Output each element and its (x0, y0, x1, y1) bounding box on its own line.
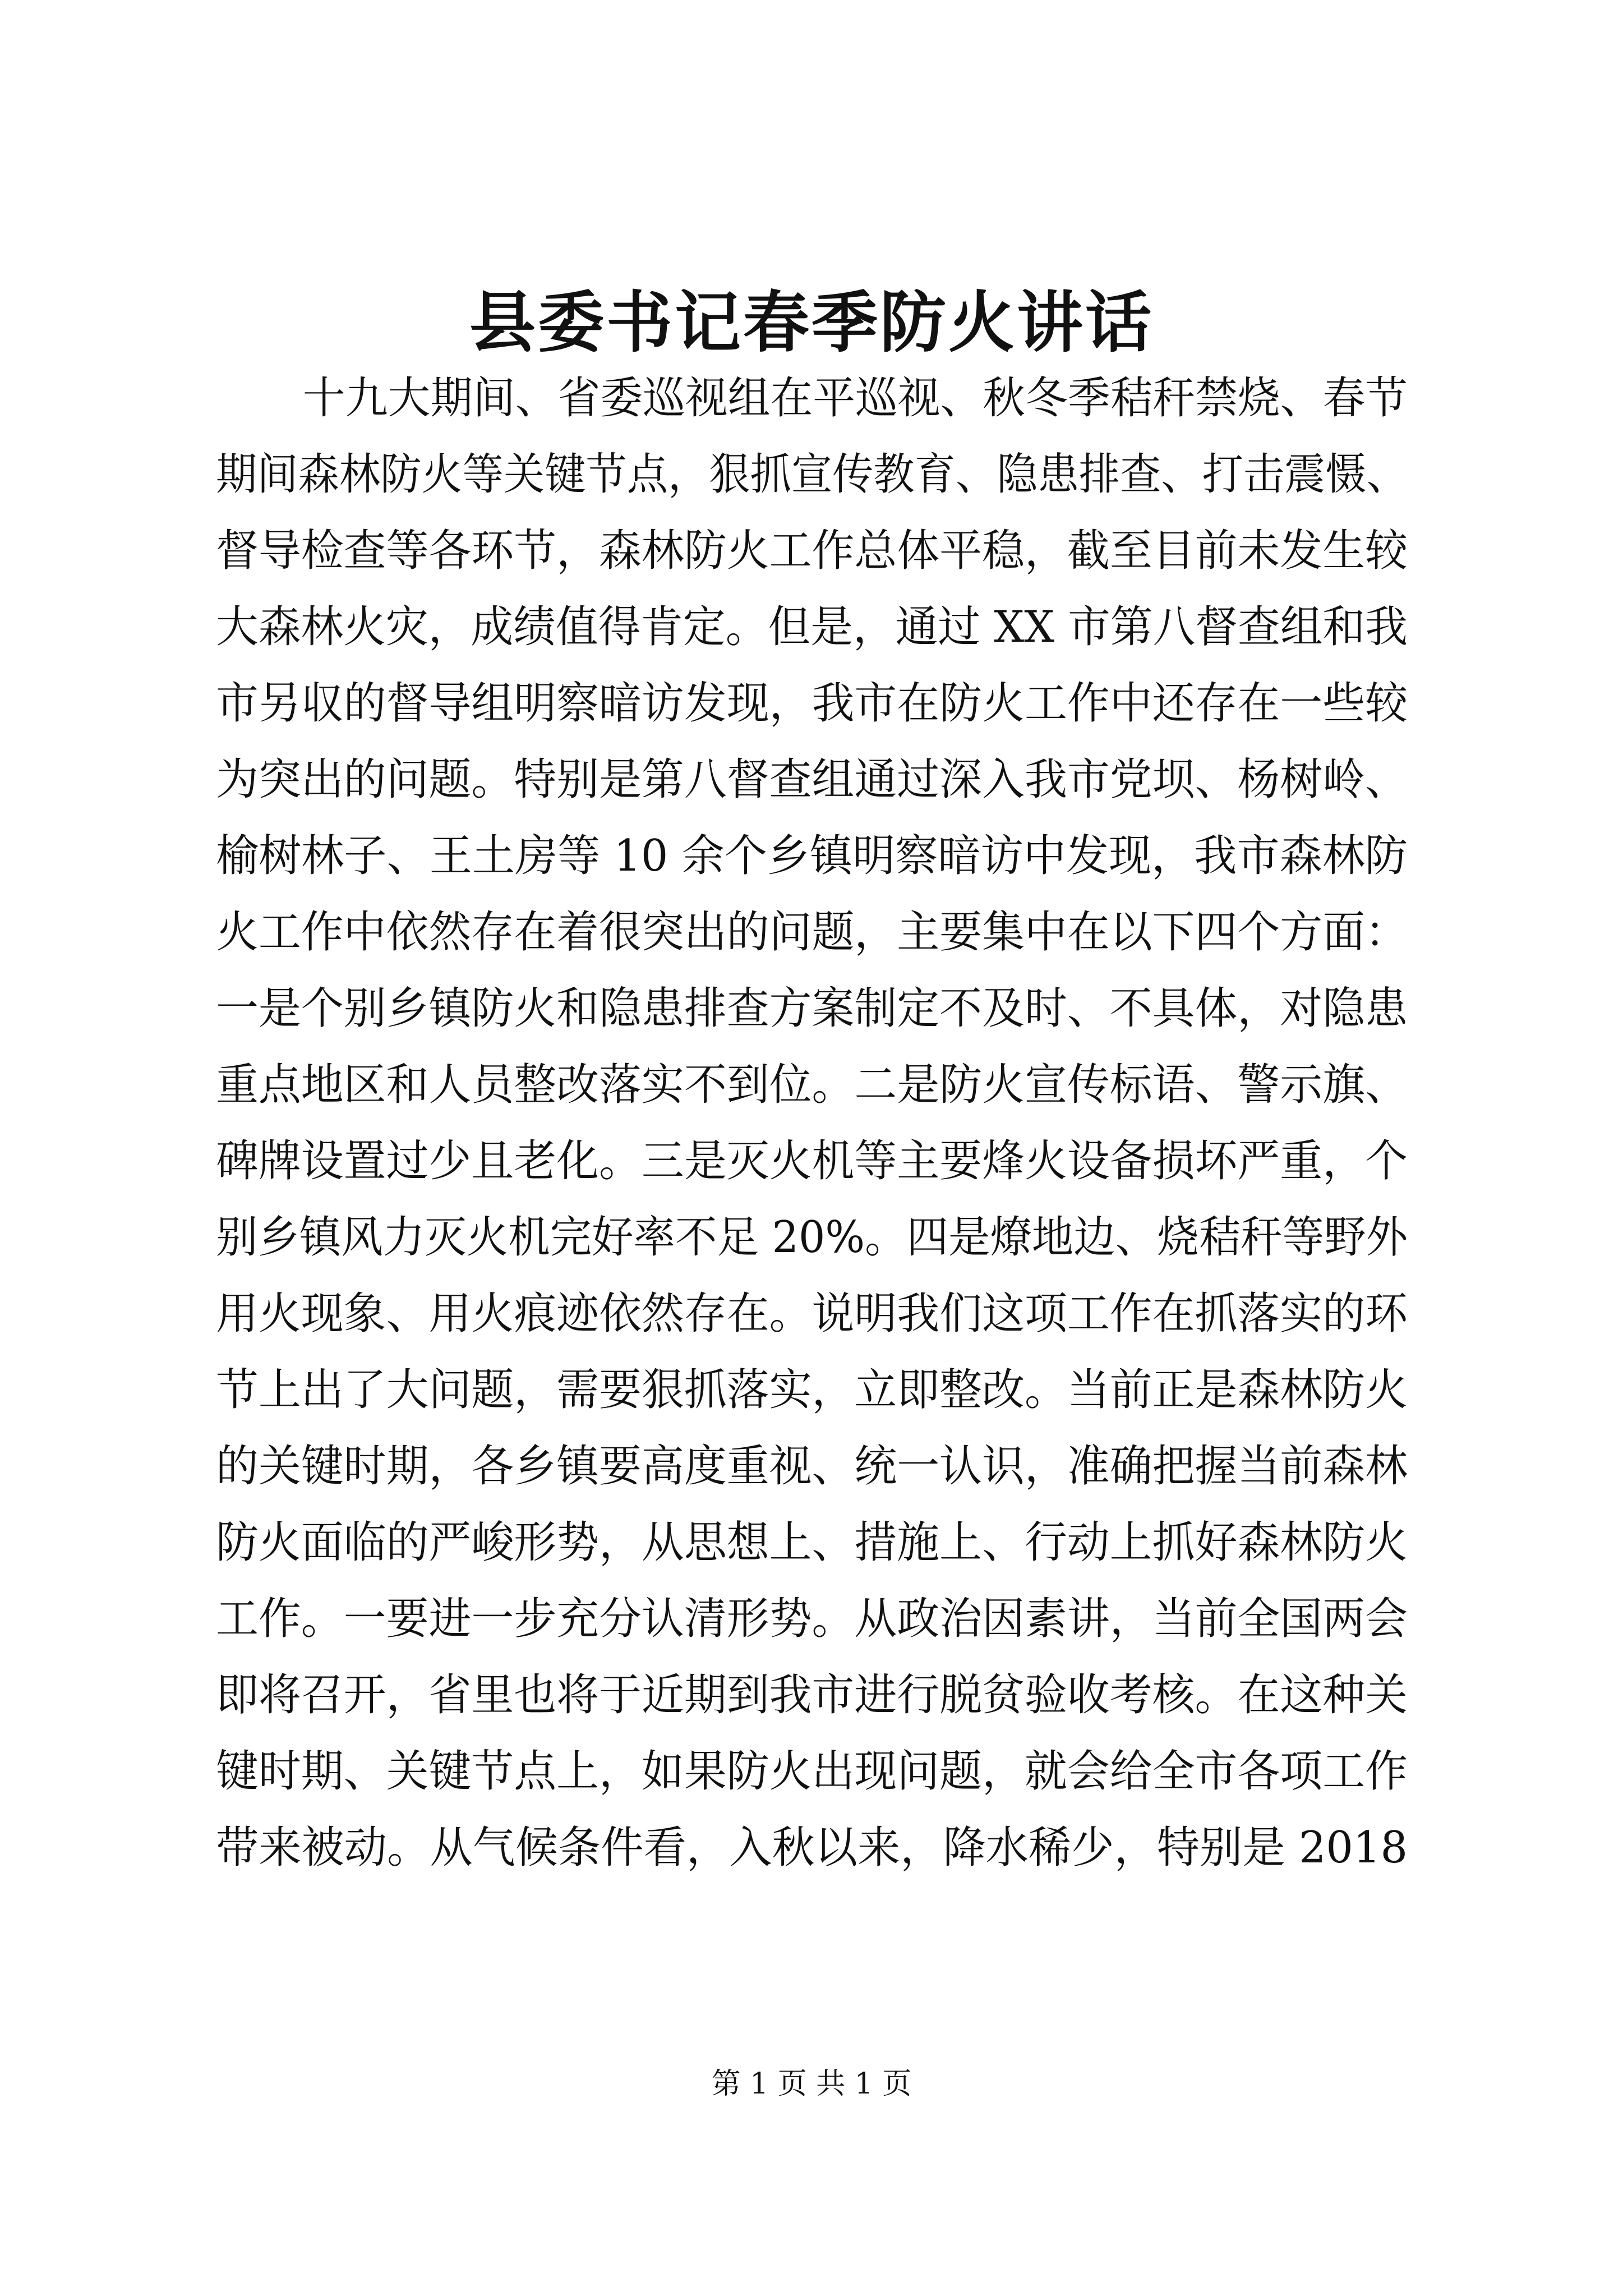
body-line: 火工作中依然存在着很突出的问题，主要集中在以下四个方面： (216, 907, 1408, 958)
body-line: 期间森林防火等关键节点，狠抓宣传教育、隐患排查、打击震慑、 (216, 449, 1408, 500)
body-line: 大森林火灾，成绩值得肯定。但是，通过 XX 市第八督查组和我 (216, 602, 1408, 652)
body-line: 碑牌设置过少且老化。三是灭火机等主要烽火设备损坏严重，个 (216, 1136, 1408, 1186)
body-line: 防火面临的严峻形势，从思想上、措施上、行动上抓好森林防火 (216, 1517, 1408, 1568)
document-title: 县委书记春季防火讲话 (469, 283, 1154, 361)
body-line: 工作。一要进一步充分认清形势。从政治因素讲，当前全国两会 (216, 1594, 1408, 1644)
body-line: 一是个别乡镇防火和隐患排查方案制定不及时、不具体，对隐患 (216, 983, 1408, 1034)
body-line: 用火现象、用火痕迹依然存在。说明我们这项工作在抓落实的环 (216, 1289, 1408, 1339)
body-line: 督导检查等各环节，森林防火工作总体平稳，截至目前未发生较 (216, 526, 1408, 576)
body-line: 十九大期间、省委巡视组在平巡视、秋冬季秸秆禁烧、春节 (303, 373, 1408, 424)
body-line: 为突出的问题。特别是第八督查组通过深入我市党坝、杨树岭、 (216, 754, 1408, 805)
body-line: 榆树林子、王土房等 10 余个乡镇明察暗访中发现，我市森林防 (216, 831, 1408, 881)
body-line: 即将召开，省里也将于近期到我市进行脱贫验收考核。在这种关 (216, 1670, 1408, 1720)
body-line: 重点地区和人员整改落实不到位。二是防火宣传标语、警示旗、 (216, 1060, 1408, 1110)
page-footer: 第 1 页 共 1 页 (711, 2067, 912, 2101)
body-line: 的关键时期，各乡镇要高度重视、统一认识，准确把握当前森林 (216, 1441, 1408, 1492)
body-line: 键时期、关键节点上，如果防火出现问题，就会给全市各项工作 (216, 1746, 1408, 1797)
body-line: 节上出了大问题，需要狠抓落实，立即整改。当前正是森林防火 (216, 1365, 1408, 1415)
body-line: 市另収的督导组明察暗访发现，我市在防火工作中还存在一些较 (216, 678, 1408, 729)
body-line: 别乡镇风力灭火机完好率不足 20%。四是燎地边、烧秸秆等野外 (216, 1212, 1408, 1263)
body-line: 带来被动。从气候条件看，入秋以来，降水稀少，特别是 2018 (216, 1823, 1408, 1873)
